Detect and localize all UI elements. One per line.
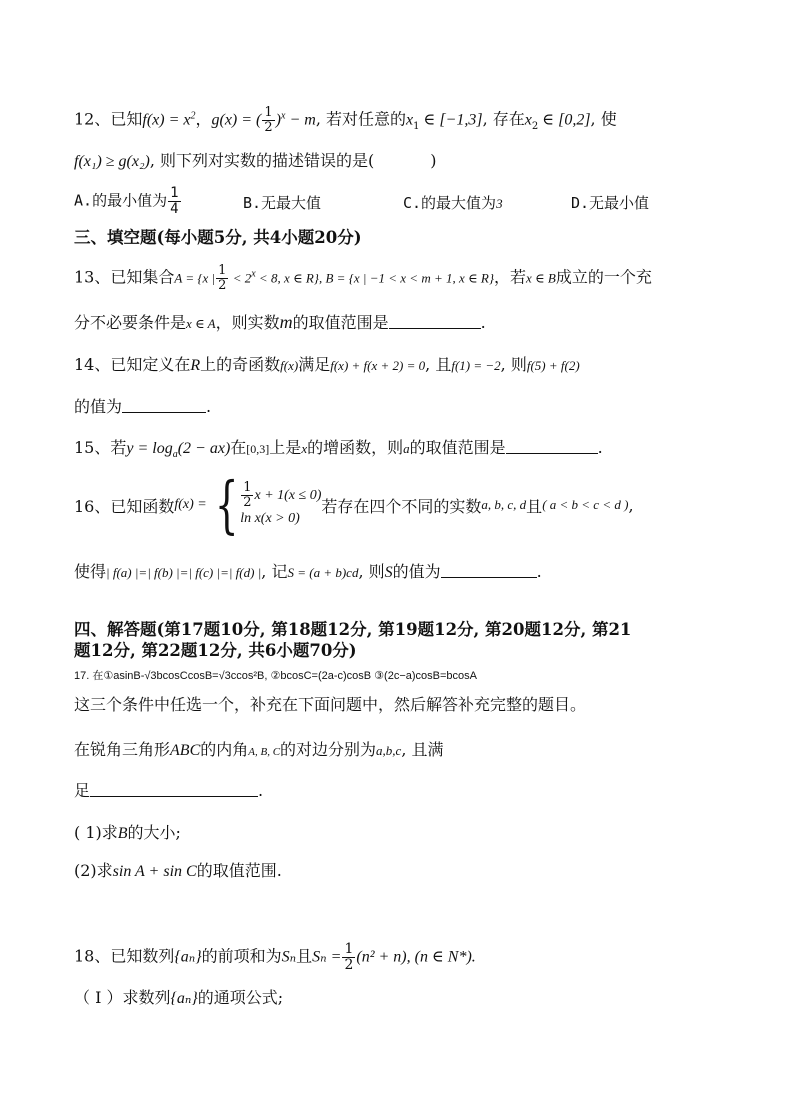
q13-text-1: ，若 — [494, 267, 527, 287]
q12-half-numerator: 1 — [264, 105, 273, 120]
q16-line-2 — [74, 559, 542, 582]
q13-line2-condition: x ∈ A — [186, 316, 216, 331]
q17-line-4 — [74, 778, 263, 801]
q12-option-a-letter: A. — [74, 191, 93, 210]
q12-option-a-fraction — [168, 186, 180, 216]
q17-part-2 — [74, 858, 282, 881]
q12-half-denominator: 2 — [264, 119, 273, 135]
section-4-heading-line-2: 题12分, 第22题12分, 共6小题70分) — [74, 641, 357, 660]
q15-log-base: a — [172, 449, 178, 461]
q17-part1-rest: 的大小; — [127, 823, 181, 842]
q12-x1-range: ∈ [−1,3] — [419, 111, 483, 129]
q16-line2-mid: , 记 — [261, 562, 288, 581]
q14-end: . — [206, 397, 212, 416]
q12-condition-2: , 存在 — [482, 109, 525, 129]
q17-triangle-abc: ABC — [170, 742, 201, 759]
q13-line-1 — [74, 264, 652, 292]
q15-x: x — [301, 441, 308, 456]
q12-f-definition: f(x) = x — [142, 111, 191, 129]
q12-option-a-text: 的最小值为 — [92, 191, 168, 210]
q12-option-a-numerator: 1 — [170, 185, 179, 201]
q16-and: 且 — [526, 496, 543, 516]
q18-part1-rest: 的通项公式; — [197, 988, 284, 1007]
q13-condition: x ∈ B — [526, 270, 556, 286]
q15-text-1: 在 — [230, 438, 247, 457]
q14-line2-text: 的值为 — [74, 397, 123, 416]
q17-part-1 — [74, 820, 181, 843]
q14-fx: f(x) — [280, 358, 299, 373]
q16-case-1 — [240, 481, 321, 509]
q18-half-numerator: 1 — [344, 941, 354, 957]
q16-case-1-denominator: 2 — [243, 495, 252, 511]
q16-case-2: ln x(x > 0) — [240, 510, 300, 526]
q13-set-a: A = {x | — [174, 270, 216, 286]
q13-end: . — [480, 313, 486, 332]
q16-case-1-fraction — [241, 481, 253, 509]
q14-text-4: , 则 — [500, 355, 527, 374]
q13-line-2 — [74, 310, 486, 333]
q13-half-numerator: 1 — [218, 263, 227, 278]
q15-interval: [0,3] — [246, 442, 270, 456]
q13-set-a-exponent: x — [251, 268, 256, 280]
q16-case-1-numerator: 1 — [243, 480, 252, 496]
q13-line2-rest: ，则实数 — [215, 313, 280, 332]
q18-sn: Sₙ — [281, 948, 297, 966]
q17-line3-mid2: 的对边分别为 — [280, 740, 377, 759]
q18-text-1: 的前项和为 — [201, 946, 282, 966]
q17-line4-end: . — [258, 781, 264, 800]
q17-line4-text: 足 — [74, 781, 91, 800]
q14-text-1: 上的奇函数 — [200, 355, 281, 374]
q16-piecewise — [207, 468, 322, 541]
q17-sin-sum: sin A + sin C — [112, 863, 197, 880]
q12-x1: x — [406, 111, 414, 129]
q12-g-exponent: x — [281, 110, 286, 122]
q12-number: 12、已知 — [74, 109, 143, 129]
q16-f: f(x) = — [174, 497, 207, 512]
q17-b: B — [117, 825, 128, 842]
q18-half-fraction — [342, 942, 355, 972]
q14-f5-plus-f2: f(5) + f(2) — [526, 358, 580, 373]
q16-s-definition: S = (a + b)cd — [287, 565, 359, 580]
q12-condition-1: , 若对任意的 — [315, 109, 406, 129]
q12-option-a-denominator: 4 — [170, 200, 179, 217]
q12-separator: ， — [195, 109, 212, 129]
q17-line-3 — [74, 737, 444, 760]
q12-g-paren: ) — [275, 111, 281, 129]
q17-part1-text: ( 1)求 — [74, 823, 118, 842]
q18-part1-text: （ Ⅰ ）求数列 — [74, 988, 171, 1007]
q12-line-1 — [74, 106, 617, 134]
q12-x1-subscript: 1 — [413, 120, 420, 132]
q17-line3-mid: 的内角 — [200, 740, 249, 759]
q16-brace-icon: { — [214, 468, 239, 541]
q13-m: m — [279, 312, 293, 332]
q12-inequality: f(x₁) ≥ g(x₂) — [74, 153, 150, 170]
q14-line-2 — [74, 394, 211, 417]
q12-question-text: , 则下列对实数的描述错误的是( — [149, 151, 375, 170]
q12-option-a — [74, 186, 182, 216]
q12-option-c-value: 3 — [496, 196, 503, 211]
q16-case-1-expr: x + 1(x ≤ 0) — [254, 488, 322, 504]
q13-answer-blank[interactable] — [389, 315, 481, 329]
q18-and: 且 — [296, 946, 313, 966]
section-3-heading: 三、填空题(每小题5分, 共4小题20分) — [74, 228, 362, 247]
q12-x2-subscript: 2 — [531, 120, 539, 132]
q13-half-denominator: 2 — [218, 277, 227, 293]
q13-set-b: < 8, x ∈ R}, B = {x | −1 < x < m + 1, x ∈ R} — [255, 270, 495, 286]
q16-equalities: | f(a) |=| f(b) |=| f(c) |=| f(d) | — [106, 565, 262, 580]
q13-text-2: 成立的一个充 — [555, 267, 652, 287]
q12-half-fraction — [262, 106, 274, 134]
q17-line3-text: 在锐角三角形 — [74, 740, 171, 759]
q15-log: y = log — [126, 440, 173, 457]
q15-log-argument: (2 − ax) — [177, 440, 231, 457]
q16-line2-tail: 的值为 — [392, 562, 441, 581]
q15-a: a — [403, 441, 410, 456]
q12-option-b: B.无最大值 — [243, 194, 322, 212]
q12-f-exponent: 2 — [190, 110, 196, 122]
q13-half-fraction — [216, 264, 228, 292]
q16-end: . — [536, 562, 542, 581]
q15-text-4: 的取值范围是 — [409, 438, 506, 457]
q18-part1-sequence: {aₙ} — [170, 990, 198, 1007]
q16-line-1 — [74, 468, 634, 541]
q18-sequence: {aₙ} — [174, 948, 202, 966]
q17-line3-end: , 且满 — [401, 740, 444, 759]
q18-half-denominator: 2 — [344, 956, 354, 973]
q13-line2-text: 分不必要条件是 — [74, 313, 187, 332]
q18-line-1 — [74, 942, 476, 972]
q16-comma: , — [628, 495, 634, 515]
q15-line — [74, 435, 603, 460]
section-4-heading-line-1: 四、解答题(第17题10分, 第18题12分, 第19题12分, 第20题12分, 第21 — [74, 620, 632, 639]
q16-variables: a, b, c, d — [481, 497, 527, 512]
q13-number: 13、已知集合 — [74, 267, 175, 287]
q18-part-1 — [74, 985, 283, 1008]
q17-part2-text: (2)求 — [74, 861, 113, 880]
q16-number: 16、已知函数 — [74, 496, 175, 516]
q15-answer-blank[interactable] — [506, 440, 598, 454]
q16-answer-blank[interactable] — [441, 564, 537, 578]
q12-line-2 — [74, 148, 437, 171]
q13-set-a-mid: < 2 — [229, 270, 252, 286]
q14-text-3: , 且 — [425, 355, 452, 374]
q12-option-d: D.无最小值 — [571, 194, 650, 212]
q17-angles: A, B, C — [248, 746, 281, 758]
q17-conditions: 17. 在①asinB-√3bcosCcosB=√3ccos²B, ②bcosC=(2a-c)cosB ③(2c−a)cosB=bcosA — [74, 670, 477, 682]
q17-line-2: 这三个条件中任选一个，补充在下面问题中，然后解答补充完整的题目。 — [74, 695, 587, 714]
q12-x2: x — [524, 111, 532, 129]
q14-r: R — [190, 357, 201, 374]
q16-line2-rest: , 则 — [358, 562, 385, 581]
q14-answer-blank[interactable] — [122, 399, 206, 413]
q15-text-3: 的增函数，则 — [307, 438, 404, 457]
q12-g-definition: g(x) = ( — [211, 111, 262, 129]
q16-s: S — [384, 564, 393, 581]
q17-sides: a,b,c — [376, 743, 402, 758]
q14-line-1 — [74, 352, 580, 375]
q12-x2-range: ∈ [0,2] — [538, 111, 591, 129]
q12-close-paren: ) — [430, 151, 437, 170]
q18-number: 18、已知数列 — [74, 946, 175, 966]
q14-f1: f(1) = −2 — [451, 358, 501, 373]
q12-option-c — [403, 192, 503, 213]
q12-g-tail: − m — [285, 111, 316, 129]
q12-condition-3: , 使 — [590, 109, 617, 129]
q16-cases — [240, 481, 321, 528]
q14-equation: f(x) + f(x + 2) = 0 — [330, 358, 426, 373]
q15-number: 15、若 — [74, 438, 127, 457]
q17-condition-blank[interactable] — [90, 783, 258, 797]
q14-text-2: 满足 — [298, 355, 331, 374]
q18-sn-equals: Sₙ = — [312, 948, 342, 966]
q16-line2-text: 使得 — [74, 562, 107, 581]
q15-text-2: 上是 — [269, 438, 302, 457]
q18-expression: (n² + n), (n ∈ N*). — [356, 948, 476, 966]
q15-end: . — [597, 438, 603, 457]
q16-text-1: 若存在四个不同的实数 — [321, 496, 482, 516]
q17-part2-rest: 的取值范围. — [196, 861, 282, 880]
q12-option-c-text: C.的最大值为 — [403, 194, 497, 212]
q13-line2-tail: 的取值范围是 — [292, 313, 389, 332]
q14-number: 14、已知定义在 — [74, 355, 191, 374]
q16-order: ( a < b < c < d ) — [542, 497, 629, 512]
